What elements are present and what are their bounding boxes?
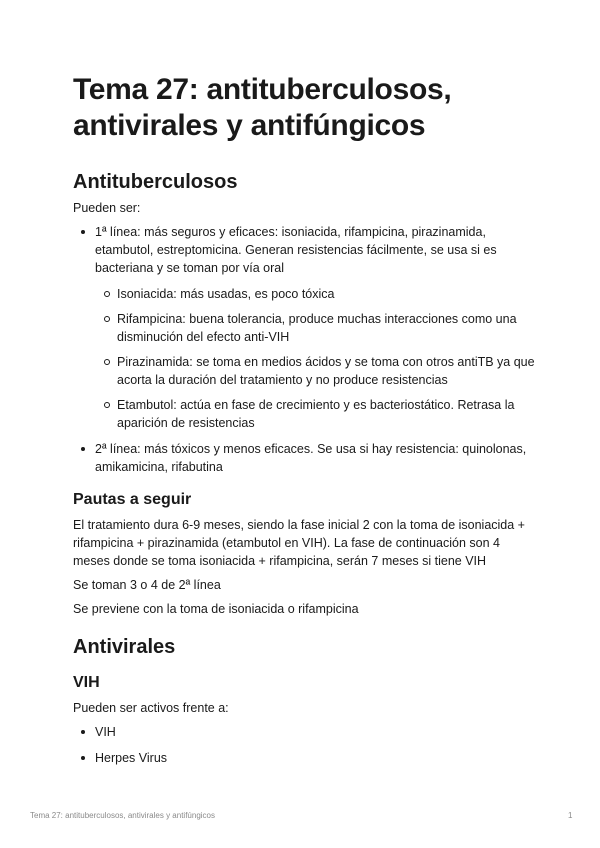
intro-text: Pueden ser: [73,201,141,215]
footer-title: Tema 27: antituberculosos, antivirales y antifúngicos [30,811,215,820]
sublist-item-isoniacida: Isoniacida: más usadas, es poco tóxica [117,285,535,303]
list-item-vih: VIH [95,723,533,741]
sublist-item-rifampicina: Rifampicina: buena tolerancia, produce muchas interacciones como una disminución del efecto anti-VIH [117,310,535,346]
pautas-paragraph-1: El tratamiento dura 6-9 meses, siendo la fase inicial 2 con la toma de isoniacida + rifampicina + pirazinamida (etambutol en VIH). La fase de continuación son 4 meses donde se toma isoniacida + rifampicina, serán 7 meses si tiene VIH [73,518,525,568]
footer-page-number: 1 [568,811,573,820]
section-heading-antivirales: Antivirales [73,636,176,658]
antivirales-intro: Pueden ser activos frente a: [73,701,229,715]
sublist-item-pirazinamida: Pirazinamida: se toma en medios ácidos y se toma con otros antiTB ya que acorta la duración del tratamiento y no produce resistencias [117,355,535,387]
sublist-item-etambutol: Etambutol: actúa en fase de crecimiento y es bacteriostático. Retrasa la aparición de resistencias [117,396,535,432]
pautas-paragraph-2: Se toman 3 o 4 de 2ª línea [73,578,221,592]
segunda-linea-list [95,440,533,476]
subsection-heading-vih: VIH [73,674,100,691]
page-title: Tema 27: antituberculosos, antivirales y antifúngicos [73,73,452,142]
antivirales-list [95,723,533,767]
list-item-segunda-linea: 2ª línea: más tóxicos y menos eficaces. Se usa si hay resistencia: quinolonas, amikamicina, rifabutina [95,440,533,476]
subsection-heading-pautas: Pautas a seguir [73,491,192,508]
primera-linea-sublist [117,285,535,432]
pautas-paragraph-3: Se previene con la toma de isoniacida o rifampicina [73,602,359,616]
list-item-primera-linea: 1ª línea: más seguros y eficaces: isoniacida, rifampicina, pirazinamida, etambutol, estreptomicina. Generan resistencias fácilmente, se usa si es bacteriana y se toman por vía oral [95,223,533,277]
section-heading-antituberculosos: Antituberculosos [73,171,238,193]
list-item-herpes: Herpes Virus [95,749,533,767]
antituberculosos-list [95,223,533,277]
